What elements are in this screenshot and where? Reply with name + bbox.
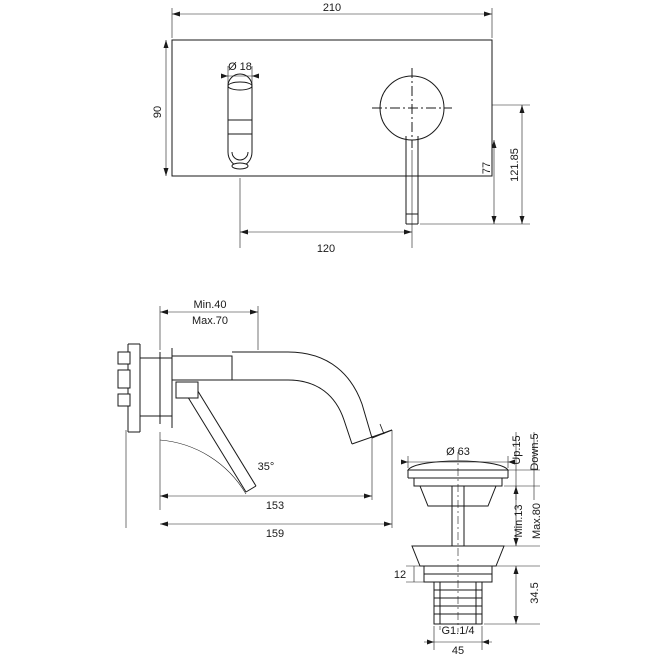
dim-thickness-min: Min.13 (513, 504, 525, 538)
front-view-geometry (172, 40, 492, 224)
dim-tailpiece-length: 34.5 (529, 582, 541, 604)
dim-plate-width: 210 (322, 2, 342, 14)
dim-overall-projection: 159 (265, 528, 285, 540)
waste-view-geometry (408, 452, 508, 632)
dim-overall-height-right: 121.85 (509, 148, 521, 182)
dim-spout-center-offset: 120 (316, 243, 336, 255)
dim-wall-depth-min: Min.40 (193, 299, 227, 311)
dim-thread-size: G1.1/4 (441, 625, 475, 637)
dim-travel-up: Up.15 (511, 435, 523, 465)
dim-plate-height: 90 (152, 105, 164, 119)
dim-spout-drop: 77 (481, 161, 493, 175)
dim-body-diameter: 45 (451, 645, 465, 657)
dim-wall-depth-max: Max.70 (191, 315, 229, 327)
dim-spout-projection: 153 (265, 500, 285, 512)
dim-thickness-max: Max.80 (531, 502, 543, 540)
dim-cap-diameter: Ø 63 (446, 446, 470, 458)
side-view-dimension-lines (126, 306, 392, 528)
dim-travel-down: Down.5 (529, 433, 541, 471)
dim-nut-height: 12 (393, 569, 407, 581)
dim-handle-angle: 35° (257, 461, 275, 473)
side-view-geometry (118, 344, 392, 492)
dim-handle-diameter: Ø 18 (228, 61, 252, 73)
